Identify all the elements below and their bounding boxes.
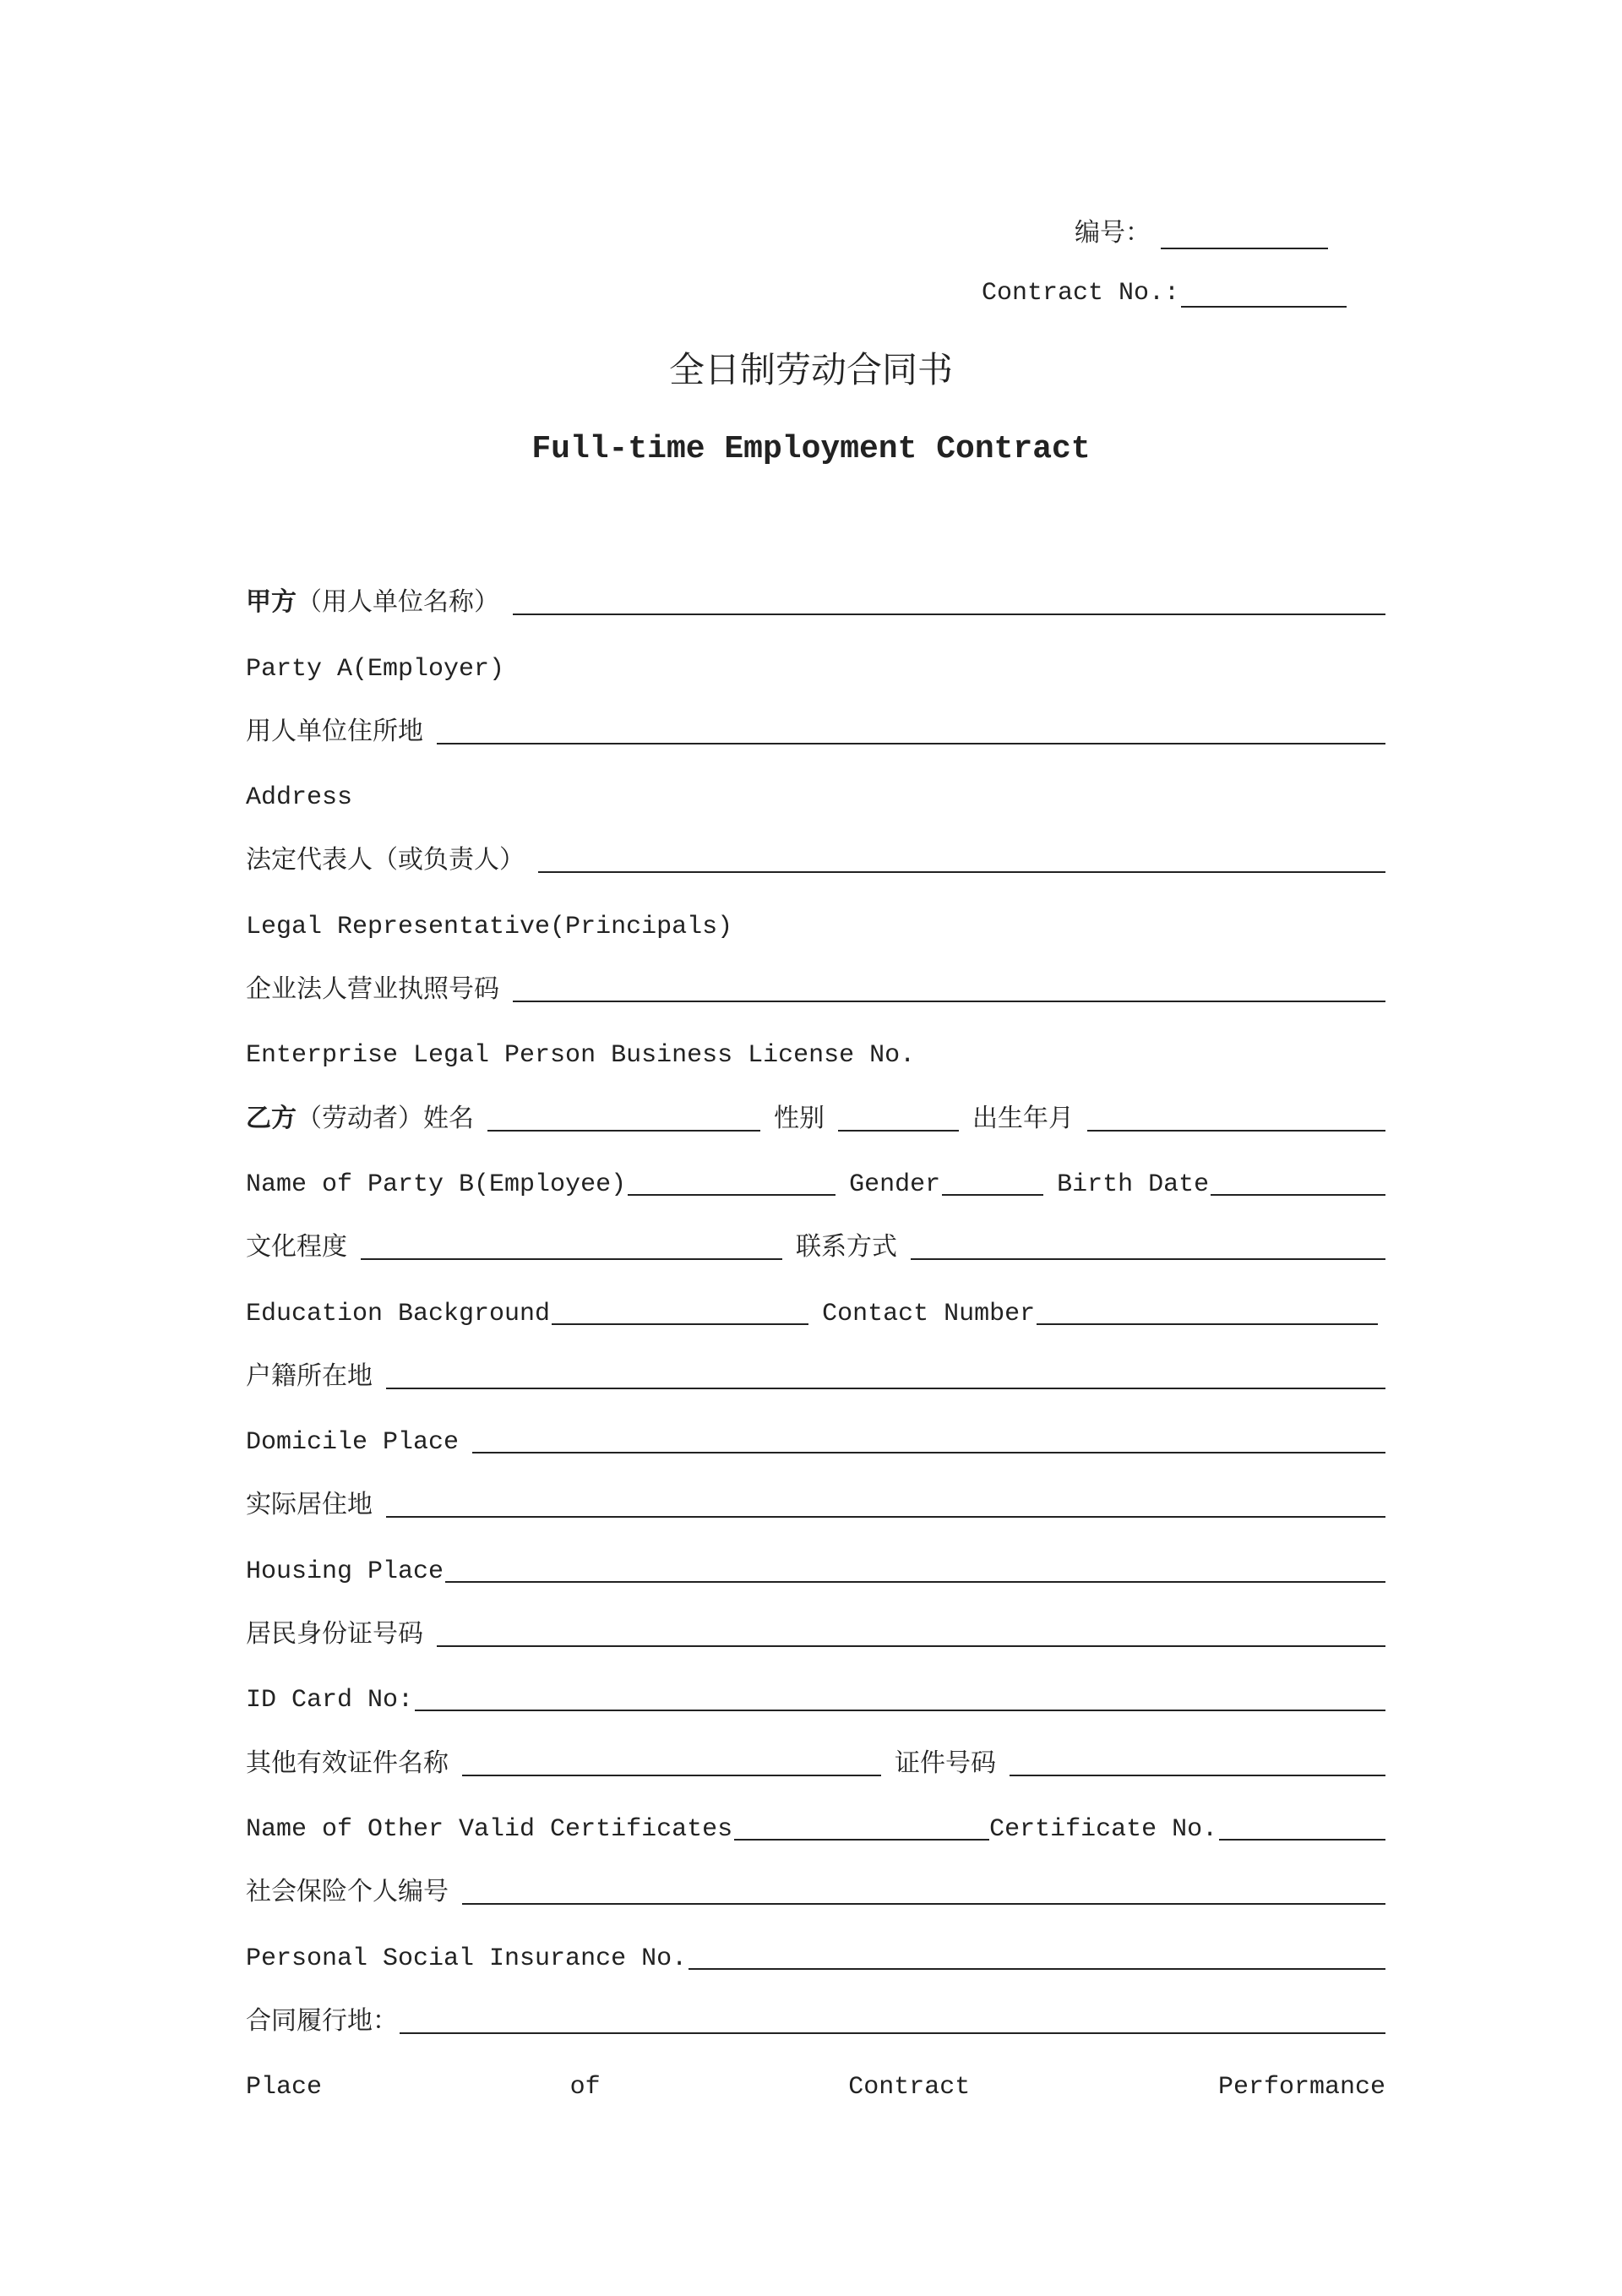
- contract-form: [246, 568, 1385, 2115]
- education-label: 文化程度: [246, 1235, 347, 1264]
- domicile-label: 户籍所在地: [246, 1363, 373, 1393]
- place-word: Contract: [848, 2073, 971, 2102]
- party-b-label: （劳动者）姓名: [297, 1105, 474, 1135]
- party-b-row-en: [246, 1148, 1385, 1213]
- other-cert-row-cn: [246, 1728, 1385, 1792]
- license-field[interactable]: [513, 1001, 1385, 1002]
- name-field[interactable]: [487, 1130, 760, 1132]
- id-label-en: ID Card No:: [246, 1686, 414, 1715]
- address-field[interactable]: [437, 743, 1385, 744]
- social-row-cn: [246, 1857, 1385, 1922]
- social-field-en[interactable]: [689, 1968, 1385, 1970]
- contract-number-en-field[interactable]: [1181, 305, 1347, 308]
- social-row-en: [246, 1922, 1385, 1986]
- social-label-en: Personal Social Insurance No.: [246, 1944, 688, 1973]
- contract-number-en: [982, 279, 1347, 308]
- housing-label-en: Housing Place: [246, 1557, 444, 1586]
- party-a-row-cn: [246, 568, 1385, 632]
- social-field[interactable]: [462, 1903, 1385, 1905]
- place-word: Performance: [1217, 2073, 1385, 2102]
- license-label-en: Enterprise Legal Person Business License No.: [246, 1041, 916, 1071]
- gender-field-en[interactable]: [942, 1194, 1043, 1196]
- social-label: 社会保险个人编号: [246, 1879, 449, 1909]
- legal-rep-field[interactable]: [538, 871, 1385, 873]
- cert-no-field-en[interactable]: [1219, 1839, 1385, 1841]
- cert-no-label: 证件号码: [895, 1750, 996, 1780]
- title-cn: 全日制劳动合同书: [668, 349, 953, 390]
- party-a-bold: 甲方: [246, 590, 297, 619]
- address-row-cn: [246, 697, 1385, 761]
- contract-number-en-label: Contract No.:: [981, 279, 1179, 308]
- id-field[interactable]: [437, 1645, 1385, 1647]
- contract-number-cn-label: 编号：: [1075, 221, 1151, 249]
- party-a-label-en: Party A(Employer): [246, 654, 505, 684]
- cert-no-field[interactable]: [1010, 1775, 1385, 1776]
- license-label: 企业法人营业执照号码: [246, 977, 499, 1006]
- contact-label: 联系方式: [796, 1235, 897, 1264]
- other-cert-field[interactable]: [462, 1775, 881, 1776]
- housing-field[interactable]: [386, 1516, 1385, 1518]
- other-cert-row-en: [246, 1793, 1385, 1857]
- birth-label-en: Birth Date: [1057, 1170, 1210, 1199]
- education-field-en[interactable]: [552, 1323, 808, 1325]
- party-a-label: （用人单位名称）: [297, 590, 499, 619]
- housing-field-en[interactable]: [445, 1581, 1385, 1583]
- housing-row-en: [246, 1535, 1385, 1599]
- other-cert-field-en[interactable]: [734, 1839, 989, 1841]
- place-row-cn: [246, 1987, 1385, 2051]
- party-b-row-cn: [246, 1083, 1385, 1148]
- place-word: Place: [246, 2073, 323, 2102]
- address-label-en: Address: [246, 783, 353, 813]
- housing-label: 实际居住地: [246, 1492, 373, 1522]
- education-field[interactable]: [361, 1258, 782, 1260]
- legal-rep-row-cn: [246, 826, 1385, 890]
- place-word: of: [569, 2073, 601, 2102]
- license-row-en: [246, 1019, 1385, 1083]
- place-row-en: [246, 2051, 1385, 2115]
- legal-rep-row-en: [246, 890, 1385, 954]
- contract-number-cn: [1075, 211, 1328, 249]
- license-row-cn: [246, 955, 1385, 1019]
- id-field-en[interactable]: [415, 1710, 1385, 1711]
- birth-field-en[interactable]: [1211, 1194, 1385, 1196]
- birth-label: 出生年月: [972, 1105, 1074, 1135]
- other-cert-label: 其他有效证件名称: [246, 1750, 449, 1780]
- party-b-bold: 乙方: [246, 1105, 297, 1135]
- contact-label-en: Contact Number: [822, 1299, 1036, 1328]
- place-label: 合同履行地：: [246, 2008, 398, 2037]
- gender-field[interactable]: [838, 1130, 959, 1132]
- domicile-row-en: [246, 1406, 1385, 1470]
- contact-field[interactable]: [911, 1258, 1385, 1260]
- legal-rep-label-en: Legal Representative(Principals): [246, 912, 733, 941]
- cert-no-label-en: Certificate No.: [989, 1814, 1218, 1844]
- name-field-en[interactable]: [628, 1194, 835, 1196]
- education-row-en: [246, 1277, 1385, 1341]
- domicile-label-en: Domicile Place: [246, 1428, 460, 1458]
- domicile-field-en[interactable]: [472, 1452, 1385, 1453]
- legal-rep-label: 法定代表人（或负责人）: [246, 848, 525, 877]
- birth-field[interactable]: [1087, 1130, 1385, 1132]
- title-en: Full-time Employment Contract: [531, 431, 1091, 467]
- id-row-en: [246, 1664, 1385, 1728]
- party-b-label-en: Name of Party B(Employee): [246, 1170, 627, 1199]
- contact-field-en[interactable]: [1037, 1323, 1378, 1325]
- gender-label-en: Gender: [849, 1170, 941, 1199]
- domicile-row-cn: [246, 1342, 1385, 1406]
- party-a-field[interactable]: [513, 614, 1385, 615]
- other-cert-label-en: Name of Other Valid Certificates: [246, 1814, 733, 1844]
- party-a-row-en: [246, 632, 1385, 696]
- id-row-cn: [246, 1600, 1385, 1664]
- housing-row-cn: [246, 1470, 1385, 1535]
- education-label-en: Education Background: [246, 1299, 551, 1328]
- place-field[interactable]: [400, 2032, 1385, 2034]
- address-row-en: [246, 761, 1385, 826]
- education-row-cn: [246, 1213, 1385, 1277]
- domicile-field[interactable]: [386, 1388, 1385, 1389]
- address-label: 用人单位住所地: [246, 718, 423, 748]
- contract-number-cn-field[interactable]: [1161, 247, 1328, 249]
- id-label: 居民身份证号码: [246, 1622, 423, 1651]
- gender-label: 性别: [774, 1105, 825, 1135]
